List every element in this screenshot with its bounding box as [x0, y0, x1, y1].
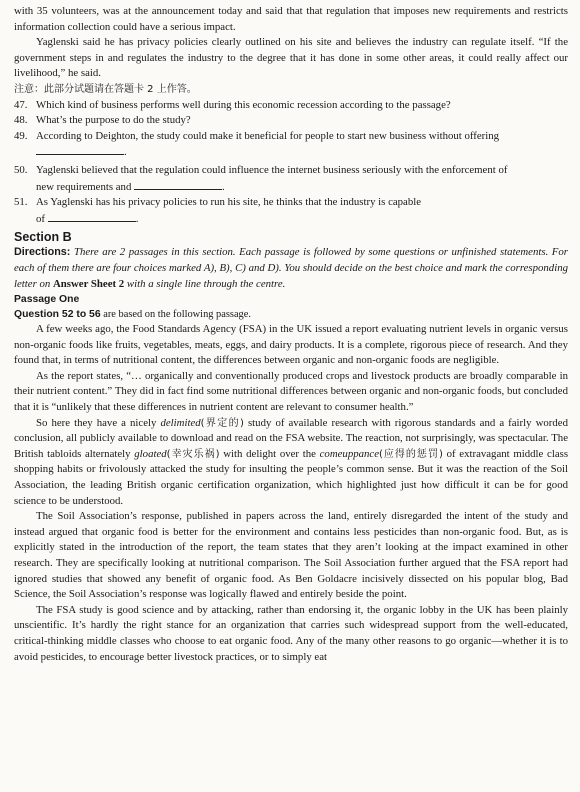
question-text: What’s the purpose to do the study? — [36, 114, 191, 127]
passage-paragraph-1: A few weeks ago, the Food Standards Agency (FSA) in the UK issued a report evaluating nutrient levels in organic versus non-organic foods like fruits, vegetables, meats, eggs, and dairy products. It is a complete, rigorous piece of research. And they found that, in terms of nutritional content, the differences between organic and non-organic foods are negligible. — [14, 323, 568, 367]
question-51-continuation: of . — [36, 212, 139, 225]
question-range — [14, 307, 568, 322]
question-51 — [14, 195, 568, 211]
passage-paragraph-4: The Soil Association’s response, published in papers across the land, entirely disregarded the intent of the study and instead argued that organic food is better for the environment and contains less pesticides than non-organic food. But, as is explicitly stated in the introduction of the report, the team states that they aren’t looking at the impact examined in other research. They are specifically looking at nutritional comparison. The Soil Association further argued that the FSA report had ignored studies that showed any benefit of organic food. As Ben Goldacre incisively dissected on his popular blog, Bad Science, the Soil Association’s response was logically flawed and entirely beside the point. — [14, 510, 568, 601]
answer-blank[interactable] — [134, 179, 222, 190]
question-text: Which kind of business performs well during this economic recession according to the passage? — [36, 98, 451, 111]
question-number: 47. — [14, 98, 28, 111]
term-gloated: gloated — [134, 447, 167, 460]
p3-text-a: So here they have a nicely — [36, 416, 157, 429]
gloss-gloated: (幸灾乐祸) — [166, 448, 220, 460]
question-number: 51. — [14, 196, 28, 209]
term-comeuppance: comeuppance — [319, 447, 379, 460]
question-49-blank-line: . — [14, 144, 568, 161]
question-number: 48. — [14, 114, 28, 127]
directions-label: Directions: — [14, 246, 71, 259]
directions-text: There are 2 passages in this section. Each passage is followed by some questions or unfinished statements. For each of them there are four choices marked A), B), C) and D). You should decide on the best choice and mark the corresponding letter on — [14, 246, 568, 290]
yaglenski-paragraph: Yaglenski said he has privacy policies clearly outlined on his site and believes the industry can regulate itself. “If the government steps in and regulates the industry to the degree that it has done in some other areas, it could really affect our livelihood,” he said. — [14, 36, 568, 80]
answer-card-notice: 注意：此部分试题请在答题卡 2 上作答。 — [14, 83, 197, 95]
section-b-title: Section B — [14, 230, 72, 245]
p3-text-b: study of available research with rigorous standards and a fairly worded conclusion, all publicly available to download and read on the FSA website. The reaction, not surprisingly, was spectacular. The British tabloids alternately — [14, 416, 568, 460]
passage-paragraph-3 — [14, 416, 568, 510]
question-50-continuation: new requirements and . — [36, 180, 225, 193]
question-number: 49. — [14, 129, 28, 142]
question-continuation-text: new requirements and — [36, 180, 132, 193]
question-text: According to Deighton, the study could make it beneficial for people to start new business without offering — [36, 129, 500, 142]
directions-paragraph — [14, 245, 568, 292]
gloss-comeuppance: (应得的惩罚) — [379, 448, 443, 460]
question-48 — [14, 113, 568, 129]
passage-paragraph-5: The FSA study is good science and by attacking, rather than endorsing it, the organic lobby in the UK has been plainly unscientific. It’s hardly the right stance for an organization that carries such widespread support from the well-educated, critical-thinking middle classes who choose to eat organic food. Any of the many other reasons to go organic—whether it is to avoid pesticides, to encourage better livestock practices, or to simply eat — [14, 603, 568, 663]
answer-sheet-label: Answer Sheet 2 — [53, 277, 125, 290]
question-50 — [14, 163, 568, 179]
directions-end: with a single line through the centre. — [126, 277, 286, 290]
question-47 — [14, 98, 568, 114]
question-range-rest: are based on the following passage. — [103, 309, 251, 321]
p3-text-c: with delight over the — [223, 447, 316, 460]
question-continuation-text: of — [36, 212, 45, 225]
passage-paragraph-2: As the report states, “… organically and conventionally produced crops and livestock products are broadly comparable in their nutrient content.” They did in fact find some nutritional differences between organic and non-organic foods, but concluded that it is “unlikely that these differences in nutrient content are relevant to consumer health.” — [14, 369, 568, 414]
question-49 — [14, 129, 568, 145]
gloss-delimited: (界定的) — [200, 417, 244, 429]
p3-text-d: of extravagant middle class shopping habits or frivolously attacked the study for insulting the people’s common sense. But it was the reaction of the Soil Association, the leading British organic certification organization, which highlighted just how difficult it can be for good science to be understood. — [14, 447, 569, 507]
passage-one-label: Passage One — [14, 294, 80, 306]
term-delimited: delimited — [160, 416, 201, 429]
answer-blank[interactable] — [48, 211, 136, 222]
answer-blank[interactable] — [36, 144, 124, 155]
question-number: 50. — [14, 163, 28, 176]
question-range-bold: Question 52 to 56 — [14, 309, 101, 321]
intro-line: with 35 volunteers, was at the announcement today and said that that regulation that imposes new requirements and restricts information collection could have a serious impact. — [14, 5, 568, 33]
question-text: Yaglenski believed that the regulation could influence the internet business seriously with the enforcement of — [36, 163, 508, 176]
question-text: As Yaglenski has his privacy policies to run his site, he thinks that the industry is capable — [36, 196, 422, 209]
